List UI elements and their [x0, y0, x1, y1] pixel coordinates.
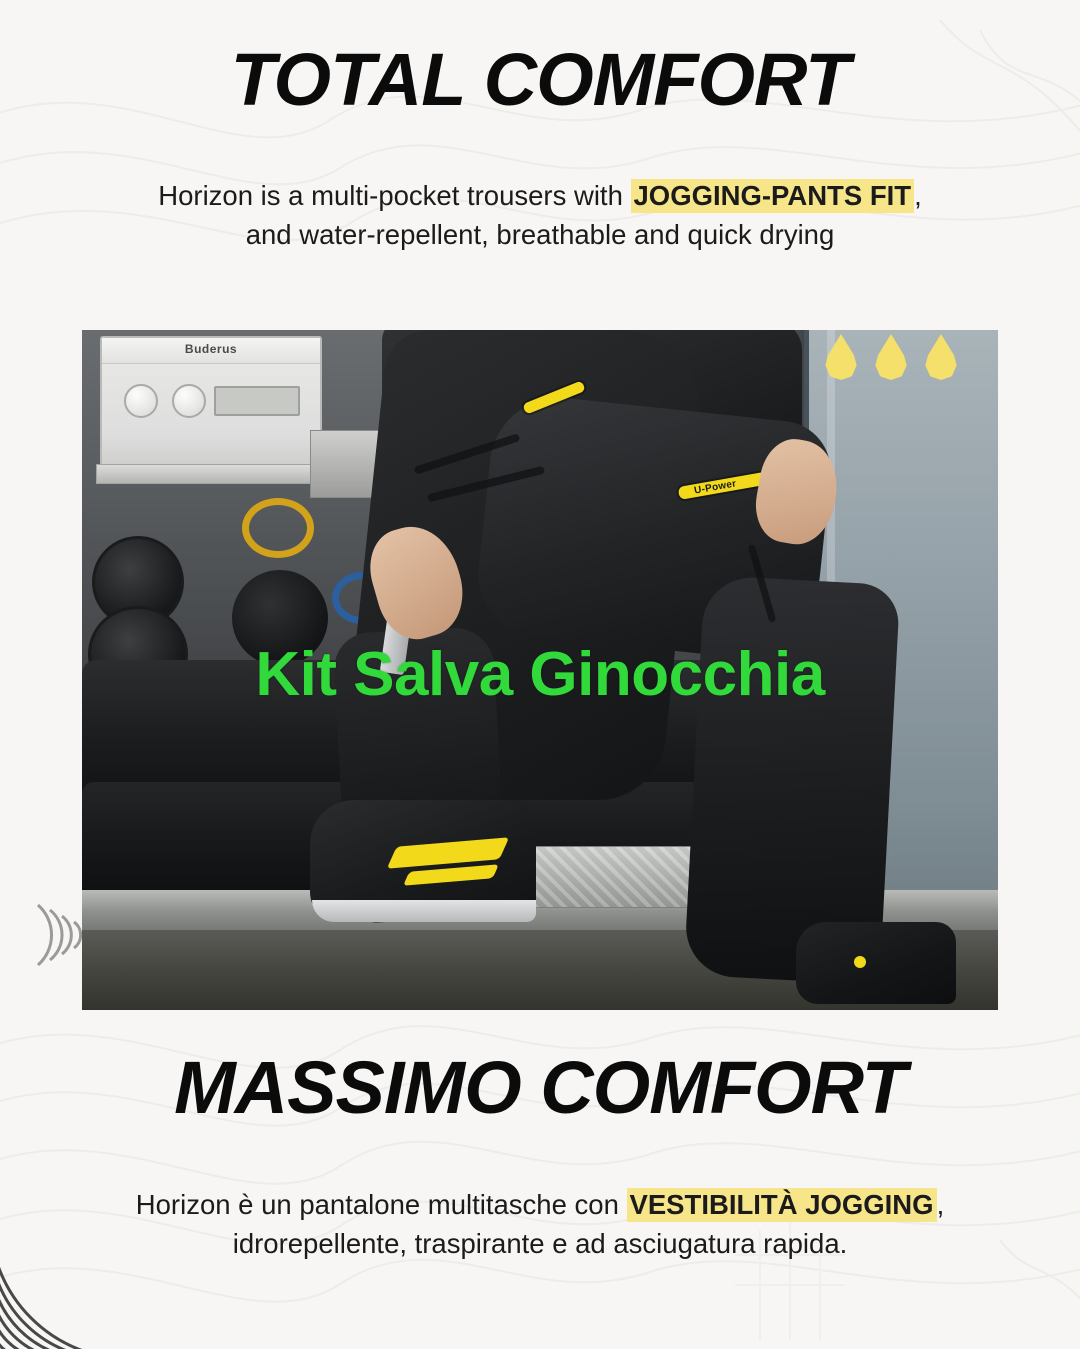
shoe-sole — [312, 900, 536, 922]
photo-scene — [82, 330, 998, 1010]
boiler-display — [214, 386, 300, 416]
headline-italian: MASSIMO COMFORT — [174, 1046, 906, 1129]
subtitle-en-text-after: , — [914, 180, 922, 211]
subtitle-it-text-before: Horizon è un pantalone multitasche con — [135, 1189, 627, 1220]
safety-shoe-front — [310, 800, 536, 922]
subtitle-en-line2: and water-repellent, breathable and quick drying — [245, 219, 835, 251]
boiler-dial-right — [172, 384, 206, 418]
subtitle-en-highlight: JOGGING-PANTS FIT — [631, 179, 915, 213]
boiler-brand-label: Buderus — [184, 342, 238, 356]
zipper-brand-label: U-Power — [693, 478, 738, 497]
shoe-logo-stripe-lower — [403, 864, 499, 885]
water-drop-icon-3 — [924, 334, 958, 380]
subtitle-english — [0, 176, 1080, 254]
boiler-shelf — [96, 464, 332, 484]
overlay-caption: Kit Salva Ginocchia — [255, 640, 825, 709]
headline-english: TOTAL COMFORT — [230, 38, 850, 121]
subtitle-it-text-after: , — [936, 1189, 945, 1220]
product-photo — [82, 330, 998, 1010]
boiler-dial-left — [124, 384, 158, 418]
subtitle-italian — [0, 1185, 1080, 1263]
subtitle-en-text-before: Horizon is a multi-pocket trousers with — [158, 180, 631, 211]
subtitle-it-line2: idrorepellente, traspirante e ad asciugatura rapida. — [232, 1228, 848, 1260]
shoe-back-logo-dot — [854, 956, 866, 968]
water-drop-group — [824, 330, 984, 400]
boiler-unit — [100, 336, 322, 478]
water-drop-icon-1 — [824, 334, 858, 380]
water-drop-icon-2 — [874, 334, 908, 380]
subtitle-it-highlight: VESTIBILITÀ JOGGING — [627, 1188, 937, 1222]
safety-shoe-back — [796, 922, 956, 1004]
yellow-ring-1 — [242, 498, 314, 558]
